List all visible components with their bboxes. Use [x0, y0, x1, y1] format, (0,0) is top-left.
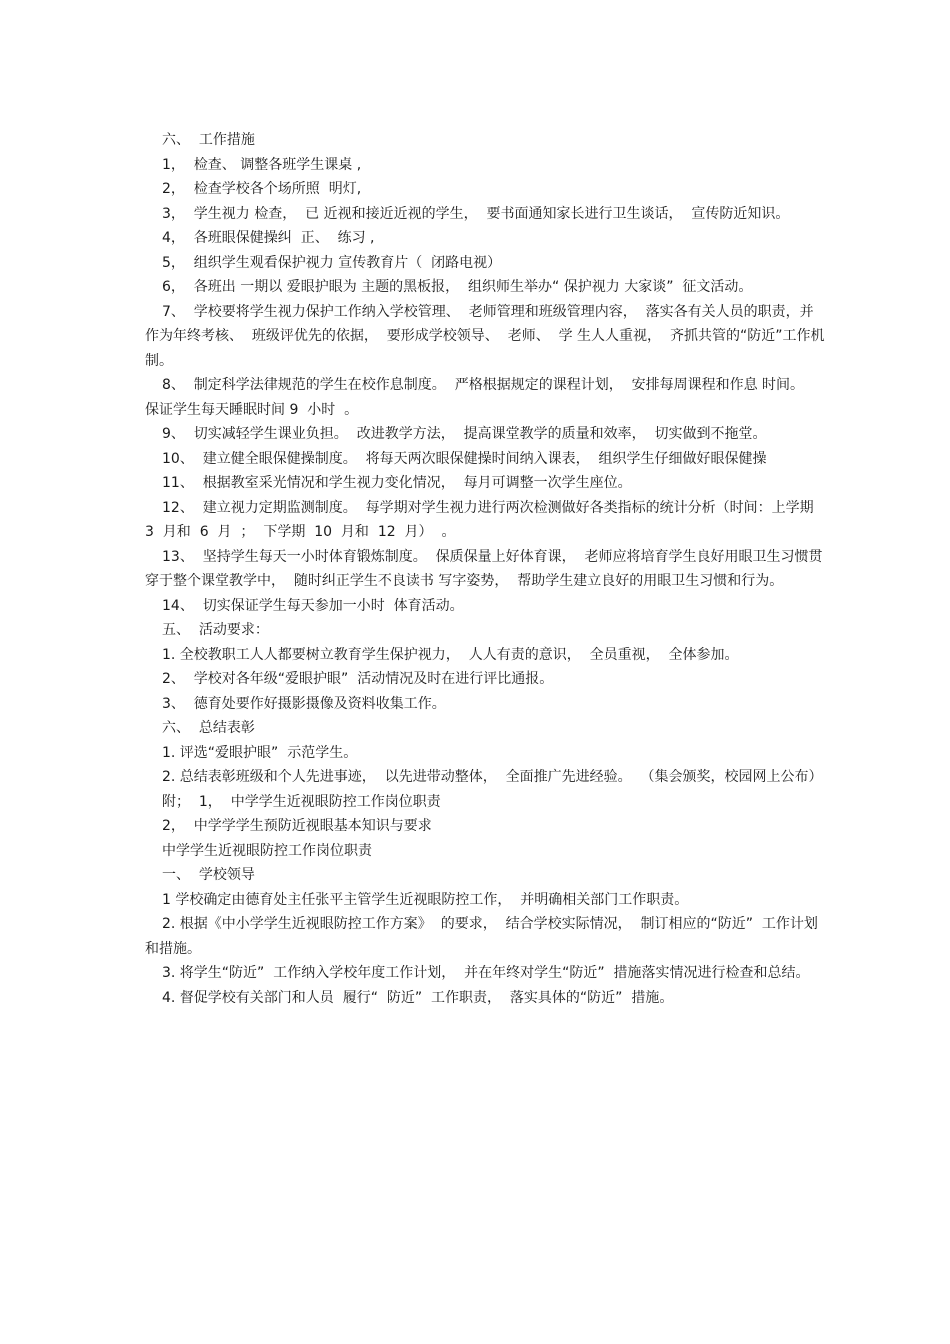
paragraph: 附； 1， 中学学生近视眼防控工作岗位职责	[162, 793, 441, 810]
paragraph: 4. 督促学校有关部门和人员 履行“ 防近” 工作职责， 落实具体的“防近” 措施。	[162, 989, 674, 1006]
paragraph: 3、 德育处要作好摄影摄像及资料收集工作。	[162, 695, 446, 712]
paragraph: 13、 坚持学生每天一小时体育锻炼制度。 保质保量上好体育课， 老师应将培育学生良好用眼卫生习惯贯穿于整个课堂教学中， 随时纠正学生不良读书 写字姿势， 帮助学生建立良好的用眼卫生习惯和行为。	[145, 548, 823, 589]
paragraph: 2. 总结表彰班级和个人先进事迹， 以先进带动整体， 全面推广先进经验。 （集会颁奖，校园网上公布）	[162, 769, 823, 785]
paragraph: 六、 工作措施	[162, 132, 255, 148]
paragraph: 1， 检查、 调整各班学生课桌 ,	[162, 156, 362, 173]
paragraph: 2、 学校对各年级“爱眼护眼” 活动情况及时在进行评比通报。	[162, 671, 554, 687]
paragraph: 2， 检查学校各个场所照 明灯,	[162, 181, 362, 197]
paragraph: 10、 建立健全眼保健操制度。 将每天两次眼保健操时间纳入课表， 组织学生仔细做好眼保健操	[162, 450, 767, 467]
paragraph: 14、 切实保证学生每天参加一小时 体育活动。	[162, 597, 464, 614]
paragraph: 4， 各班眼保健操纠 正、 练习 ,	[162, 230, 375, 246]
paragraph: 6， 各班出 一期以 爱眼护眼为 主题的黑板报， 组织师生举办“ 保护视力 大家谈” 征文活动。	[162, 279, 753, 295]
paragraph: 2， 中学学学生预防近视眼基本知识与要求	[162, 818, 432, 834]
paragraph: 9、 切实减轻学生课业负担。 改进教学方法， 提高课堂教学的质量和效率， 切实做到不拖堂。	[162, 426, 767, 442]
paragraph: 12、 建立视力定期监测制度。 每学期对学生视力进行两次检测做好各类指标的统计分析（时间：上学期 3 月和 6 月 ； 下学期 10 月和 12 月） 。	[145, 499, 823, 540]
paragraph: 8、 制定科学法律规范的学生在校作息制度。 严格根据规定的课程计划， 安排每周课程和作息 时间。 保证学生每天睡眠时间 9 小时 。	[145, 377, 813, 418]
paragraph: 5， 组织学生观看保护视力 宣传教育片（ 闭路电视）	[162, 254, 502, 271]
paragraph: 一、 学校领导	[162, 867, 255, 883]
paragraph: 1. 评选“爱眼护眼” 示范学生。	[162, 744, 358, 761]
paragraph: 1. 全校教职工人人都要树立教育学生保护视力， 人人有责的意识， 全员重视， 全体参加。	[162, 646, 739, 663]
paragraph: 3， 学生视力 检查， 已 近视和接近近视的学生， 要书面通知家长进行卫生谈话， 宣传防近知识。	[162, 205, 790, 222]
paragraph: 3. 将学生“防近” 工作纳入学校年度工作计划， 并在年终对学生“防近” 措施落实情况进行检查和总结。	[162, 965, 810, 981]
paragraph: 1 学校确定由德育处主任张平主管学生近视眼防控工作， 并明确相关部门工作职责。	[162, 891, 689, 908]
paragraph: 11、 根据教室采光情况和学生视力变化情况， 每月可调整一次学生座位。	[162, 475, 632, 491]
paragraph: 中学学生近视眼防控工作岗位职责	[162, 842, 372, 859]
paragraph: 五、 活动要求：	[162, 622, 269, 638]
paragraph: 7、 学校要将学生视力保护工作纳入学校管理、 老师管理和班级管理内容， 落实各有关人员的职责，并作为年终考核、 班级评优先的依据， 要形成学校领导、 老师、 学 生人人重视， 齐抓共管的“防近”工作机制。	[145, 303, 825, 369]
paragraph: 六、 总结表彰	[162, 720, 255, 736]
document-body	[145, 128, 825, 1010]
paragraph: 2. 根据《中小学学生近视眼防控工作方案》 的要求， 结合学校实际情况， 制订相应的“防近” 工作计划和措施。	[145, 916, 818, 957]
